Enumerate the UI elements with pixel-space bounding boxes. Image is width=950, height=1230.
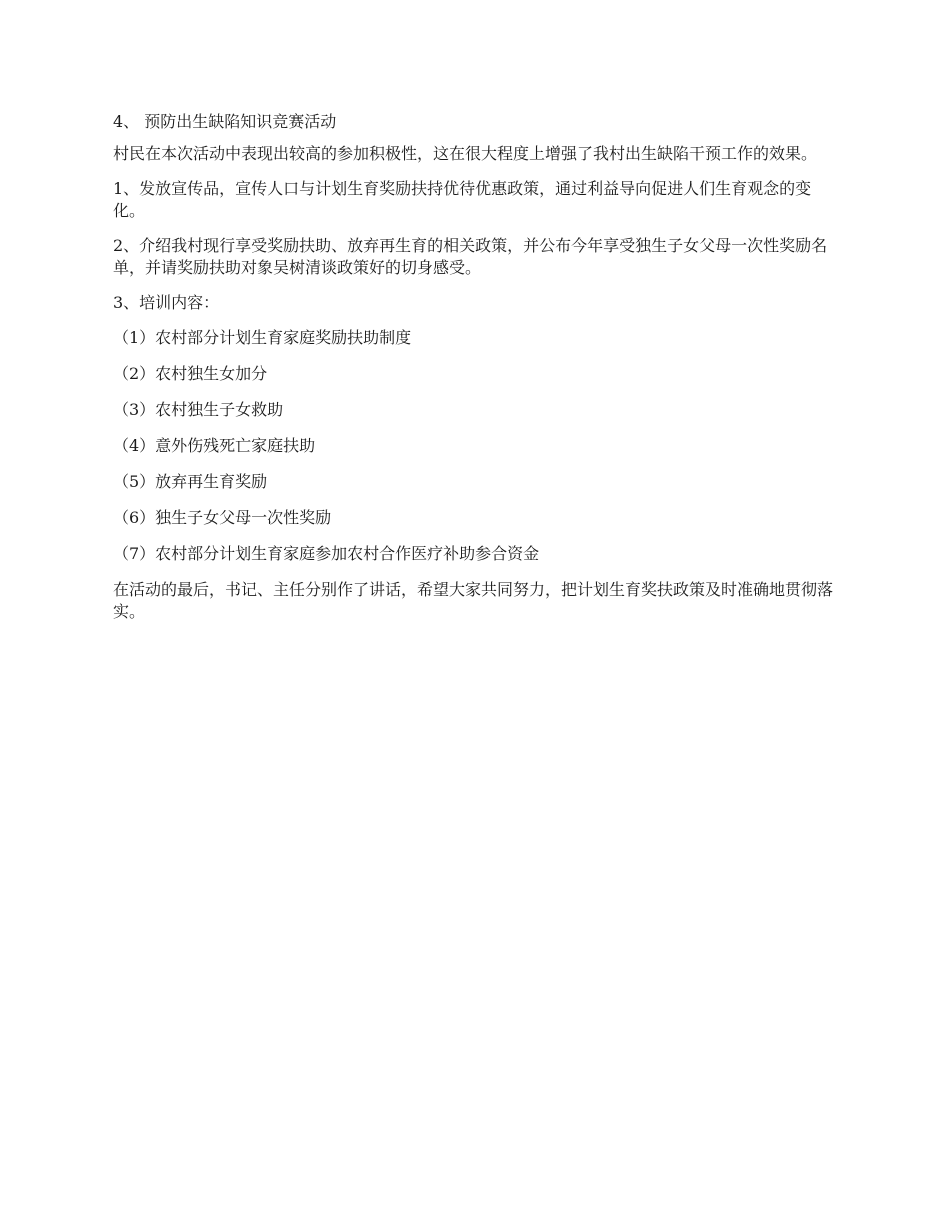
training-item-1: （1）农村部分计划生育家庭奖励扶助制度 xyxy=(113,328,412,347)
training-item-3: （3）农村独生子女救助 xyxy=(113,400,284,419)
point-2-paragraph: 2、介绍我村现行享受奖励扶助、放弃再生育的相关政策，并公布今年享受独生子女父母一次性奖励名单，并请奖励扶助对象吴树清谈政策好的切身感受。 xyxy=(113,236,828,277)
training-item-4: （4）意外伤残死亡家庭扶助 xyxy=(113,436,316,455)
document-page xyxy=(113,111,843,636)
closing-paragraph: 在活动的最后，书记、主任分别作了讲话，希望大家共同努力，把计划生育奖扶政策及时准确地贯彻落实。 xyxy=(113,580,834,621)
training-item-2: （2）农村独生女加分 xyxy=(113,364,268,383)
intro-paragraph: 村民在本次活动中表现出较高的参加积极性，这在很大程度上增强了我村出生缺陷干预工作的效果。 xyxy=(113,144,818,163)
point-1-paragraph: 1、发放宣传品，宣传人口与计划生育奖励扶持优待优惠政策，通过利益导向促进人们生育观念的变化。 xyxy=(113,179,812,220)
training-item-6: （6）独生子女父母一次性奖励 xyxy=(113,508,332,527)
section-heading: 4、 预防出生缺陷知识竞赛活动 xyxy=(113,112,337,131)
training-item-5: （5）放弃再生育奖励 xyxy=(113,472,268,491)
training-item-7: （7）农村部分计划生育家庭参加农村合作医疗补助参合资金 xyxy=(113,544,540,563)
point-3-paragraph: 3、培训内容： xyxy=(113,293,220,312)
training-list xyxy=(113,327,843,565)
